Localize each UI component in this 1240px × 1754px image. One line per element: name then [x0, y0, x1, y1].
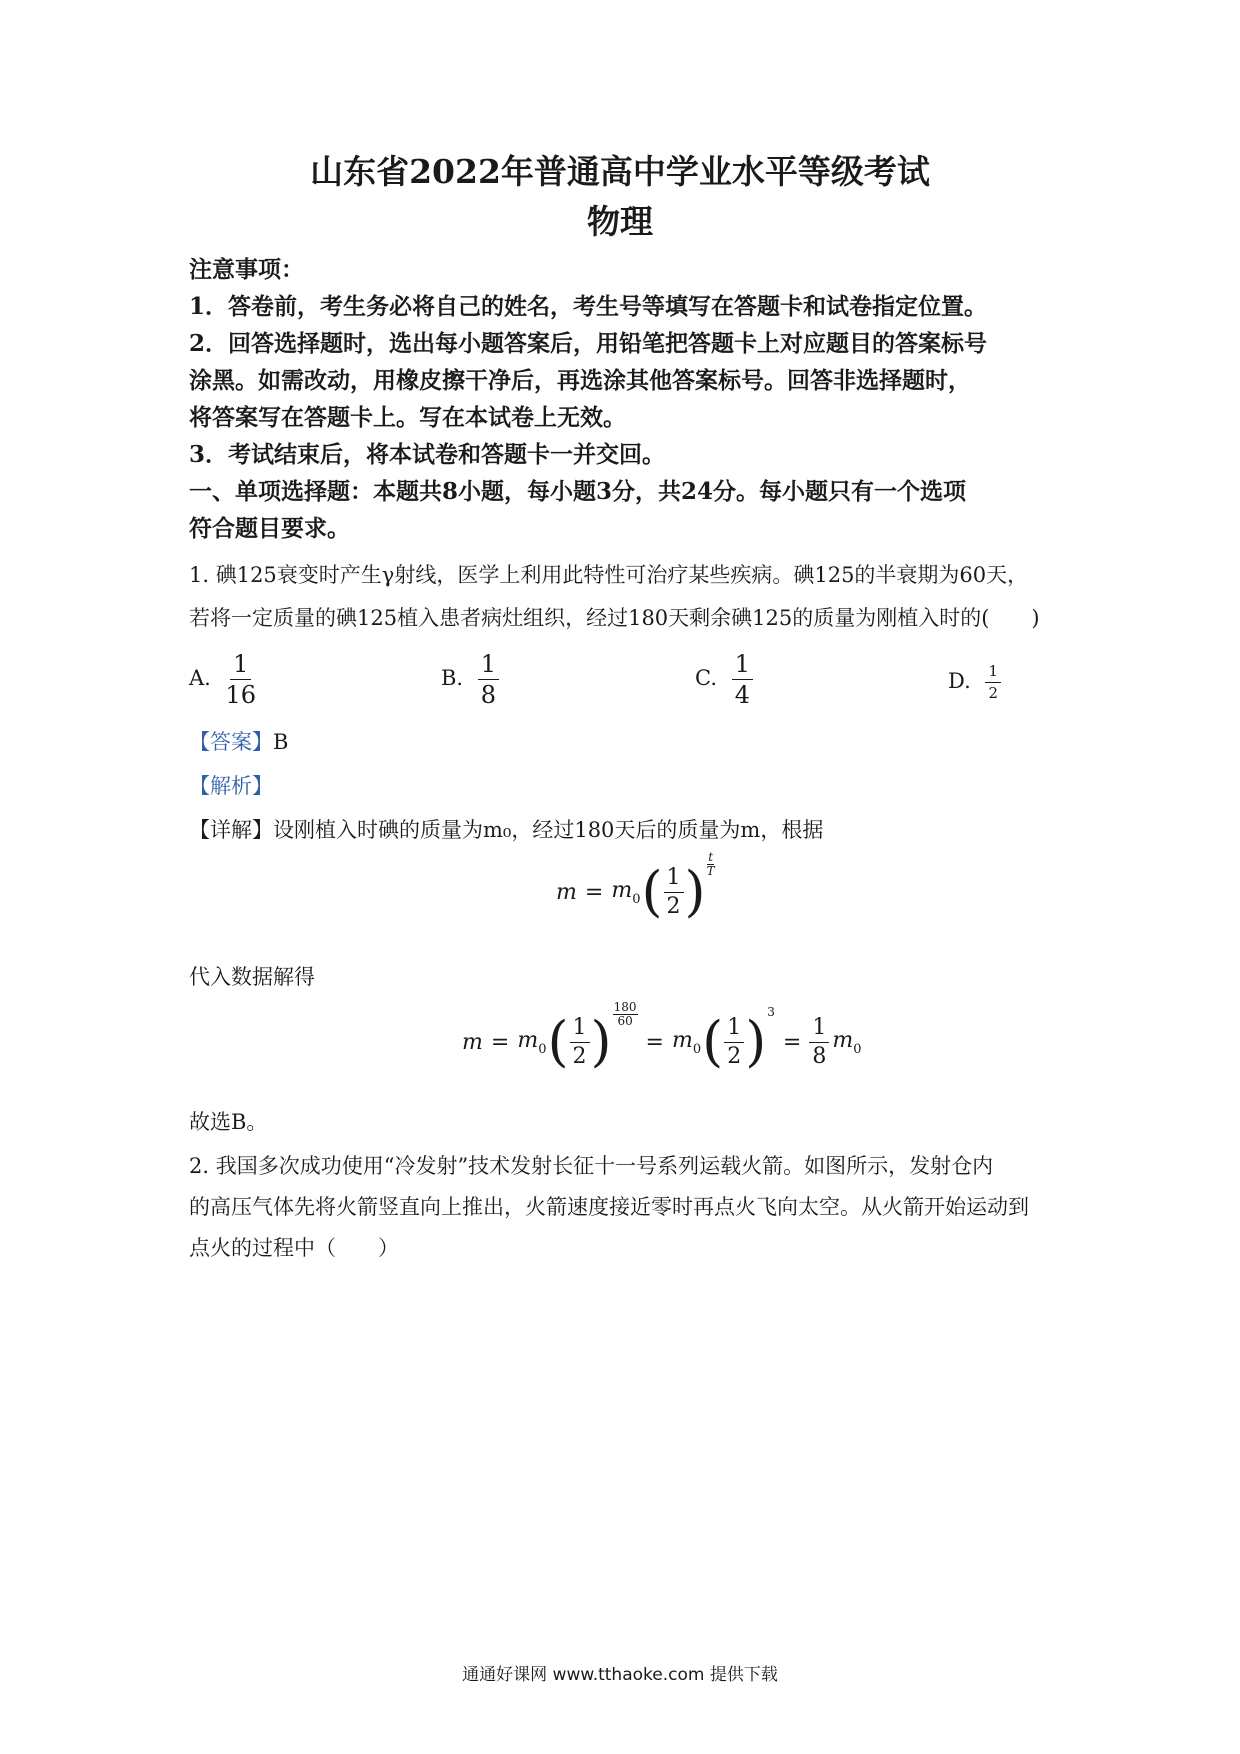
denominator: 2	[572, 1043, 587, 1069]
exam-title: 山东省2022年普通高中学业水平等级考试	[310, 152, 930, 191]
option-label: B.	[441, 666, 464, 690]
formula-m0-letter: m	[832, 1027, 854, 1053]
notice-item: 将答案写在答题卡上。写在本试卷上无效。	[189, 404, 626, 431]
notice-item: 1．答卷前，考生务必将自己的姓名，考生号等填写在答题卡和试卷指定位置。	[189, 293, 988, 320]
question-1-stem-cont: 若将一定质量的碘125植入患者病灶组织，经过180天剩余碘125的质量为刚植入时的( )	[189, 606, 1040, 630]
option-fraction	[732, 652, 753, 707]
formula-m0	[517, 1028, 546, 1057]
formula-m0	[832, 1028, 861, 1057]
option-b	[441, 652, 499, 707]
formula-exponent	[707, 851, 715, 877]
numerator: 1	[570, 1017, 590, 1043]
numerator: 1	[724, 1017, 744, 1043]
formula-m0-letter: m	[611, 877, 633, 903]
option-fraction	[226, 652, 257, 707]
option-a	[189, 652, 256, 707]
detail-text: 【详解】设刚植入时碘的质量为m₀，经过180天后的质量为m，根据	[189, 818, 824, 842]
option-c	[695, 652, 753, 707]
answer-value: B	[273, 730, 289, 754]
denominator: 2	[727, 1043, 742, 1069]
option-d	[948, 664, 1001, 701]
notice-item: 2．回答选择题时，选出每小题答案后，用铅笔把答题卡上对应题目的答案标号	[189, 330, 988, 357]
formula-half	[664, 864, 684, 919]
left-paren: (	[641, 860, 663, 923]
question-1-stem: 1. 碘125衰变时产生γ射线，医学上利用此特性可治疗某些疾病。碘125的半衰期为60天，	[189, 563, 1029, 587]
option-label: A.	[189, 666, 211, 690]
denominator: T	[706, 864, 715, 878]
analysis-tag: 【解析】	[189, 774, 273, 798]
option-fraction	[985, 664, 1001, 701]
formula-m: m	[556, 879, 577, 905]
formula-result	[462, 1000, 862, 1073]
option-fraction	[478, 652, 499, 707]
conclusion-text: 故选B。	[189, 1110, 268, 1134]
section-heading-cont: 符合题目要求。	[189, 515, 350, 542]
denominator: 8	[480, 681, 497, 709]
formula-m0	[672, 1028, 701, 1057]
notice-heading: 注意事项：	[189, 256, 304, 283]
formula-equals: =	[782, 1029, 802, 1055]
numerator: 1	[230, 652, 251, 680]
notice-item: 涂黑。如需改动，用橡皮擦干净后，再选涂其他答案标号。回答非选择题时，	[189, 367, 971, 394]
notice-item: 3．考试结束后，将本试卷和答题卡一并交回。	[189, 441, 666, 468]
question-2-stem-cont: 点火的过程中（ ）	[189, 1236, 399, 1260]
numerator: 1	[478, 652, 499, 680]
formula-equals: =	[645, 1029, 664, 1055]
numerator: 1	[664, 867, 684, 893]
formula-half-life	[556, 850, 715, 923]
formula-m: m	[462, 1029, 483, 1055]
answer-tag: 【答案】	[189, 730, 273, 754]
formula-m0-subscript: 0	[692, 1041, 702, 1057]
formula-m0	[611, 878, 640, 907]
left-paren: (	[702, 1010, 724, 1073]
numerator: 1	[732, 652, 753, 680]
numerator: 1	[809, 1017, 829, 1043]
denominator: 8	[812, 1043, 827, 1069]
right-paren: )	[745, 1010, 767, 1073]
formula-equals: =	[584, 879, 604, 905]
section-heading: 一、单项选择题：本题共8小题，每小题3分，共24分。每小题只有一个选项	[189, 478, 967, 505]
subject-title: 物理	[587, 202, 653, 241]
numerator: t	[708, 850, 714, 864]
denominator: 4	[734, 681, 750, 709]
numerator: 1	[985, 664, 1001, 683]
substitute-text: 代入数据解得	[189, 965, 315, 989]
left-paren: (	[547, 1010, 569, 1073]
denominator: 2	[666, 893, 681, 919]
formula-half	[570, 1014, 590, 1069]
question-2-stem: 2. 我国多次成功使用“冷发射”技术发射长征十一号系列运载火箭。如图所示，发射仓内	[189, 1154, 994, 1178]
formula-eighth	[809, 1014, 829, 1069]
formula-exponent	[613, 1001, 638, 1027]
denominator: 2	[988, 684, 998, 702]
option-label: C.	[695, 666, 717, 690]
formula-m0-subscript: 0	[538, 1041, 547, 1057]
formula-m0-letter: m	[517, 1027, 539, 1053]
formula-m0-letter: m	[671, 1027, 693, 1053]
formula-power: 3	[767, 1005, 775, 1019]
formula-equals: =	[490, 1029, 510, 1055]
page-footer: 通通好课网 www.tthaoke.com 提供下载	[462, 1665, 778, 1685]
formula-half	[724, 1014, 744, 1069]
denominator: 16	[225, 681, 257, 709]
right-paren: )	[590, 1010, 612, 1073]
formula-m0-subscript: 0	[632, 891, 641, 907]
numerator: 180	[613, 1000, 637, 1014]
denominator: 60	[617, 1014, 633, 1028]
formula-m0-subscript: 0	[853, 1041, 862, 1057]
question-2-stem-cont: 的高压气体先将火箭竖直向上推出，火箭速度接近零时再点火飞向太空。从火箭开始运动到	[189, 1195, 1029, 1219]
option-label: D.	[948, 669, 971, 693]
right-paren: )	[684, 860, 706, 923]
answer-line	[189, 728, 288, 756]
